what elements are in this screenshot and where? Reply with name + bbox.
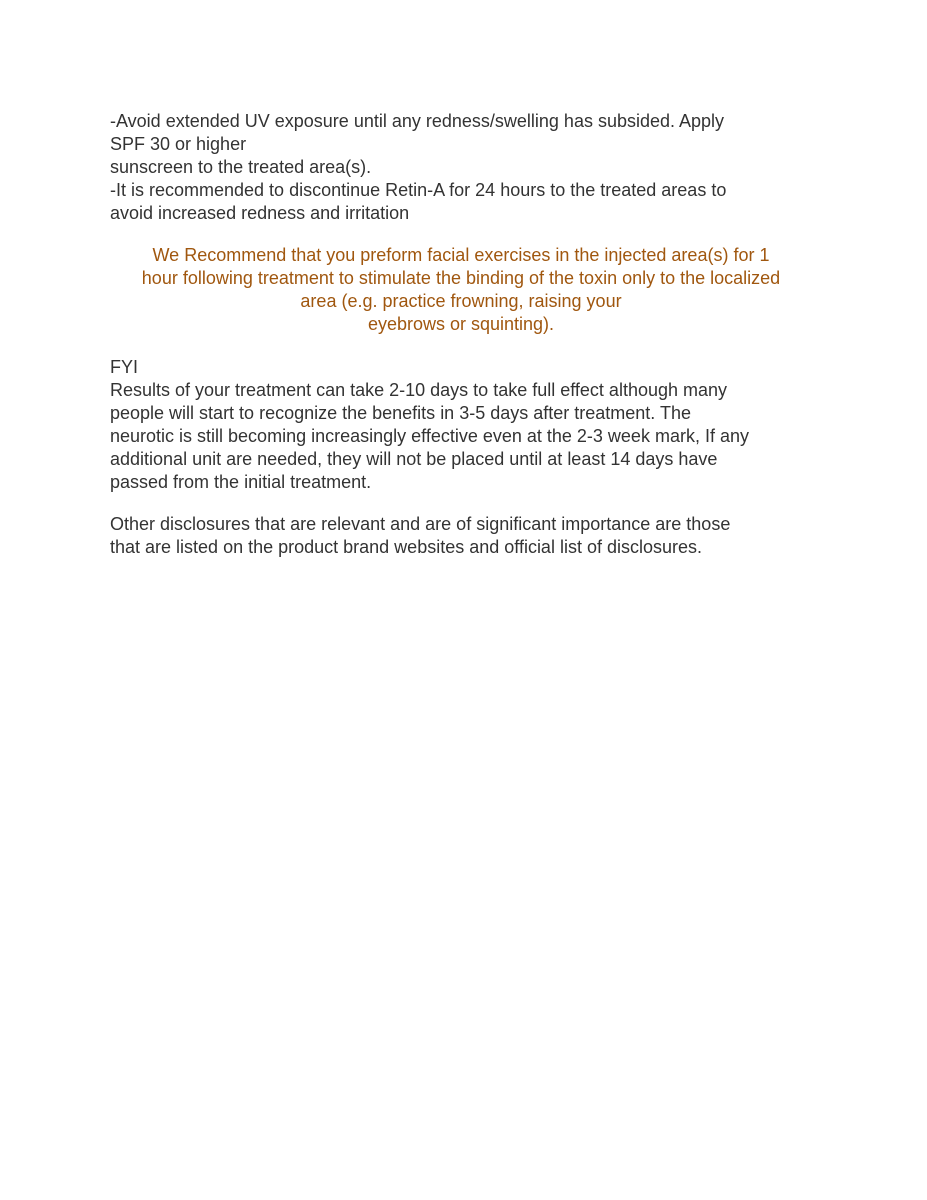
- recommendation-line: eyebrows or squinting).: [367, 314, 555, 334]
- fyi-line: neurotic is still becoming increasingly effective even at the 2-3 week mark, If any: [110, 426, 749, 446]
- recommendation-line: We Recommend that you preform facial exercises in the injected area(s) for 1: [152, 245, 770, 265]
- fyi-section: [110, 356, 830, 494]
- aftercare-line: SPF 30 or higher: [110, 134, 247, 154]
- aftercare-instructions: [110, 110, 830, 225]
- facial-exercise-recommendation: [100, 244, 822, 336]
- other-disclosures: [110, 513, 830, 559]
- recommendation-line: area (e.g. practice frowning, raising your: [300, 291, 622, 311]
- aftercare-line: -Avoid extended UV exposure until any redness/swelling has subsided. Apply: [110, 111, 725, 131]
- disclosure-line: that are listed on the product brand websites and official list of disclosures.: [110, 537, 702, 557]
- fyi-heading: FYI: [110, 357, 139, 377]
- disclosure-line: Other disclosures that are relevant and are of significant importance are those: [110, 514, 731, 534]
- aftercare-line: -It is recommended to discontinue Retin-A for 24 hours to the treated areas to: [110, 180, 727, 200]
- fyi-line: additional unit are needed, they will not be placed until at least 14 days have: [110, 449, 718, 469]
- fyi-line: people will start to recognize the benefits in 3-5 days after treatment. The: [110, 403, 691, 423]
- aftercare-line: sunscreen to the treated area(s).: [110, 157, 372, 177]
- fyi-line: Results of your treatment can take 2-10 days to take full effect although many: [110, 380, 728, 400]
- aftercare-line: avoid increased redness and irritation: [110, 203, 410, 223]
- fyi-line: passed from the initial treatment.: [110, 472, 372, 492]
- recommendation-line: hour following treatment to stimulate the binding of the toxin only to the localized: [141, 268, 781, 288]
